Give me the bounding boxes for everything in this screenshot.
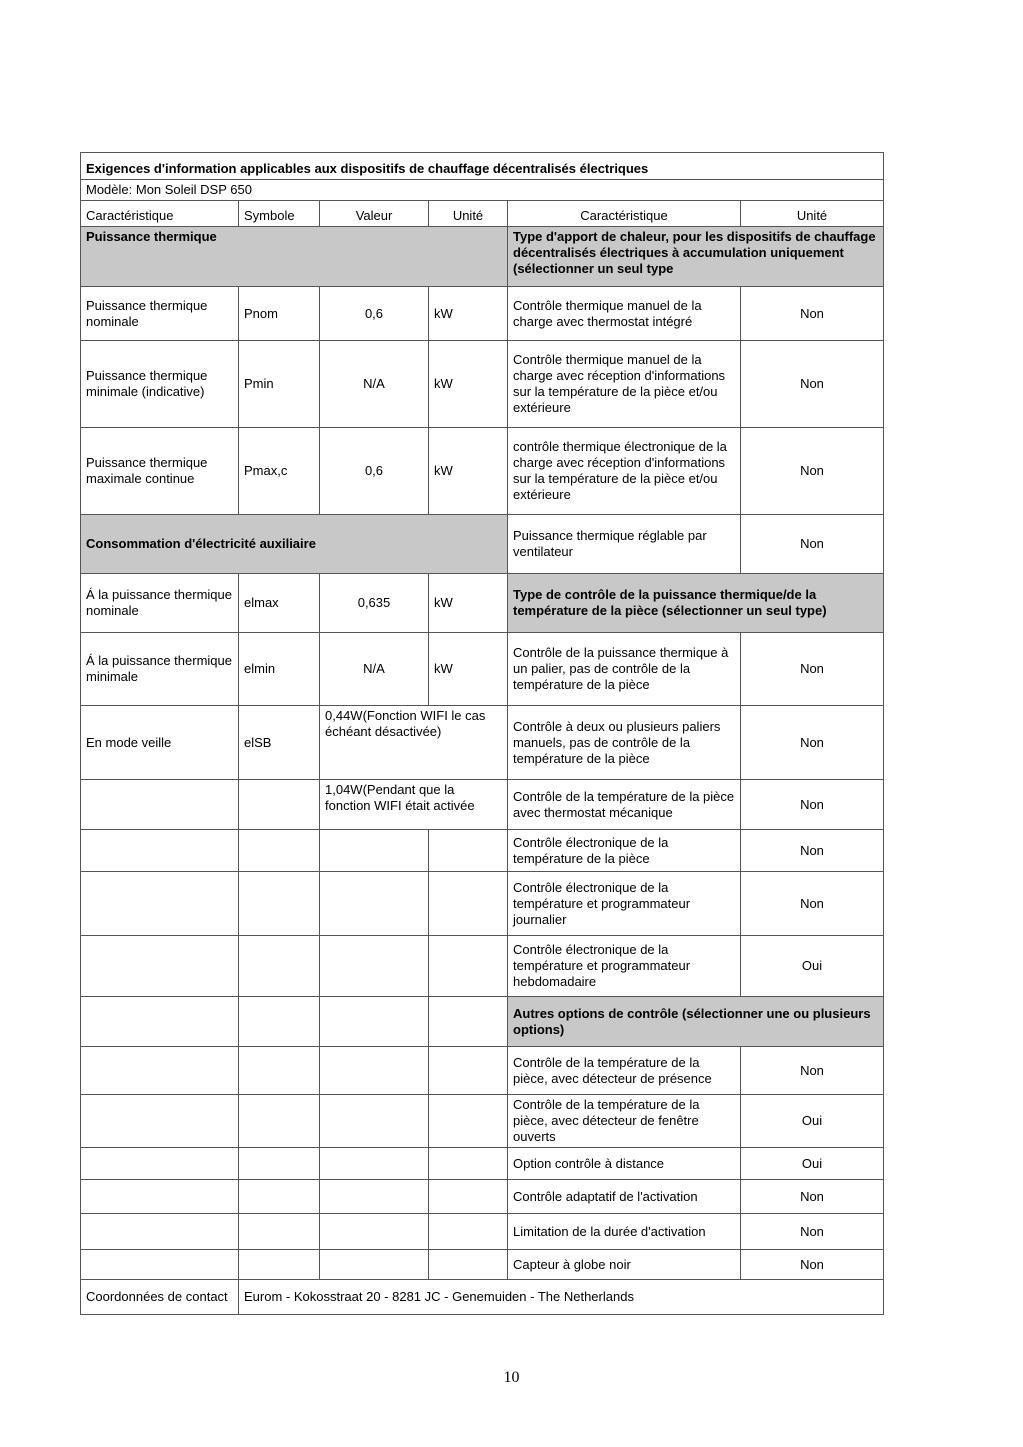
pnom-symbol: Pnom [239,287,320,341]
pnom-unit: kW [429,287,508,341]
header-characteristic-left: Caractéristique [81,201,239,227]
table-row [81,1047,884,1095]
elsb-value-wifi-on: 1,04W(Pendant que la fonction WIFI était activée [320,780,508,830]
contact-value: Eurom - Kokosstraat 20 - 8281 JC - Genemuiden - The Netherlands [239,1280,884,1315]
section-thermal-power: Puissance thermique [81,227,508,287]
page-number: 10 [503,1369,520,1386]
heat-option-value: Non [741,515,884,574]
control-option-label: Contrôle de la puissance thermique à un palier, pas de contrôle de la température de la pièce [508,633,741,706]
table-row [81,872,884,936]
section-heat-input-type: Type d'apport de chaleur, pour les dispositifs de chauffage décentralisés électriques à accumulation uniquement (sélectionner un seul type [508,227,884,287]
control-option-value: Non [741,872,884,936]
pmax-value: 0,6 [320,428,429,515]
other-option-label: Capteur à globe noir [508,1250,741,1280]
table-row [81,1180,884,1214]
table-row [81,936,884,997]
elmax-symbol: elmax [239,574,320,633]
other-option-label: Contrôle adaptatif de l'activation [508,1180,741,1214]
elmax-unit: kW [429,574,508,633]
heat-option-value: Non [741,428,884,515]
table-row [81,1280,884,1315]
control-option-value: Non [741,830,884,872]
table-row [81,515,884,574]
elsb-symbol: elSB [239,706,320,780]
heat-option-label: Contrôle thermique manuel de la charge avec thermostat intégré [508,287,741,341]
heat-option-value: Non [741,287,884,341]
other-option-value: Oui [741,1095,884,1148]
table-row [81,1095,884,1148]
heat-option-label: Puissance thermique réglable par ventilateur [508,515,741,574]
other-option-value: Non [741,1214,884,1250]
section-control-type: Type de contrôle de la puissance thermique/de la température de la pièce (sélectionner un seul type) [508,574,884,633]
other-option-label: Contrôle de la température de la pièce, avec détecteur de présence [508,1047,741,1095]
other-option-value: Non [741,1180,884,1214]
elmin-unit: kW [429,633,508,706]
model-line: Modèle: Mon Soleil DSP 650 [81,180,884,201]
header-symbol: Symbole [239,201,320,227]
elmax-label: Á la puissance thermique nominale [81,574,239,633]
elmin-value: N/A [320,633,429,706]
table-row [81,287,884,341]
other-option-value: Non [741,1250,884,1280]
header-value: Valeur [320,201,429,227]
control-option-label: Contrôle à deux ou plusieurs paliers manuels, pas de contrôle de la température de la pièce [508,706,741,780]
elsb-value-wifi-off: 0,44W(Fonction WIFI le cas échéant désactivée) [320,706,508,780]
table-row [81,428,884,515]
header-characteristic-right: Caractéristique [508,201,741,227]
ecodesign-info-table [80,152,884,1315]
pmin-symbol: Pmin [239,341,320,428]
table-row [81,706,884,780]
pmax-label: Puissance thermique maximale continue [81,428,239,515]
table-row [81,780,884,830]
other-option-label: Option contrôle à distance [508,1148,741,1180]
heat-option-label: contrôle thermique électronique de la charge avec réception d'informations sur la température de la pièce et/ou extérieure [508,428,741,515]
table-row [81,1214,884,1250]
control-option-value: Non [741,633,884,706]
table-row [81,633,884,706]
elmin-symbol: elmin [239,633,320,706]
control-option-label: Contrôle électronique de la température et programmateur journalier [508,872,741,936]
elmin-label: Á la puissance thermique minimale [81,633,239,706]
heat-option-label: Contrôle thermique manuel de la charge avec réception d'informations sur la température de la pièce et/ou extérieure [508,341,741,428]
other-option-value: Non [741,1047,884,1095]
pnom-value: 0,6 [320,287,429,341]
header-unit-right: Unité [741,201,884,227]
table-title: Exigences d'information applicables aux dispositifs de chauffage décentralisés électriques [81,153,884,180]
other-option-value: Oui [741,1148,884,1180]
table-row [81,830,884,872]
section-auxiliary-consumption: Consommation d'électricité auxiliaire [81,515,508,574]
other-option-label: Contrôle de la température de la pièce, avec détecteur de fenêtre ouverts [508,1095,741,1148]
header-unit-left: Unité [429,201,508,227]
pmax-symbol: Pmax,c [239,428,320,515]
control-option-value: Non [741,706,884,780]
control-option-value: Non [741,780,884,830]
pmin-value: N/A [320,341,429,428]
table-row [81,574,884,633]
table-row [81,341,884,428]
pmin-label: Puissance thermique minimale (indicative) [81,341,239,428]
other-option-label: Limitation de la durée d'activation [508,1214,741,1250]
section-other-options: Autres options de contrôle (sélectionner une ou plusieurs options) [508,997,884,1047]
contact-label: Coordonnées de contact [81,1280,239,1315]
pnom-label: Puissance thermique nominale [81,287,239,341]
table-row [81,997,884,1047]
table-row [81,1148,884,1180]
heat-option-value: Non [741,341,884,428]
elmax-value: 0,635 [320,574,429,633]
control-option-label: Contrôle de la température de la pièce avec thermostat mécanique [508,780,741,830]
elsb-label: En mode veille [81,706,239,780]
table-row [81,1250,884,1280]
pmax-unit: kW [429,428,508,515]
pmin-unit: kW [429,341,508,428]
control-option-label: Contrôle électronique de la température de la pièce [508,830,741,872]
control-option-label: Contrôle électronique de la température et programmateur hebdomadaire [508,936,741,997]
control-option-value: Oui [741,936,884,997]
